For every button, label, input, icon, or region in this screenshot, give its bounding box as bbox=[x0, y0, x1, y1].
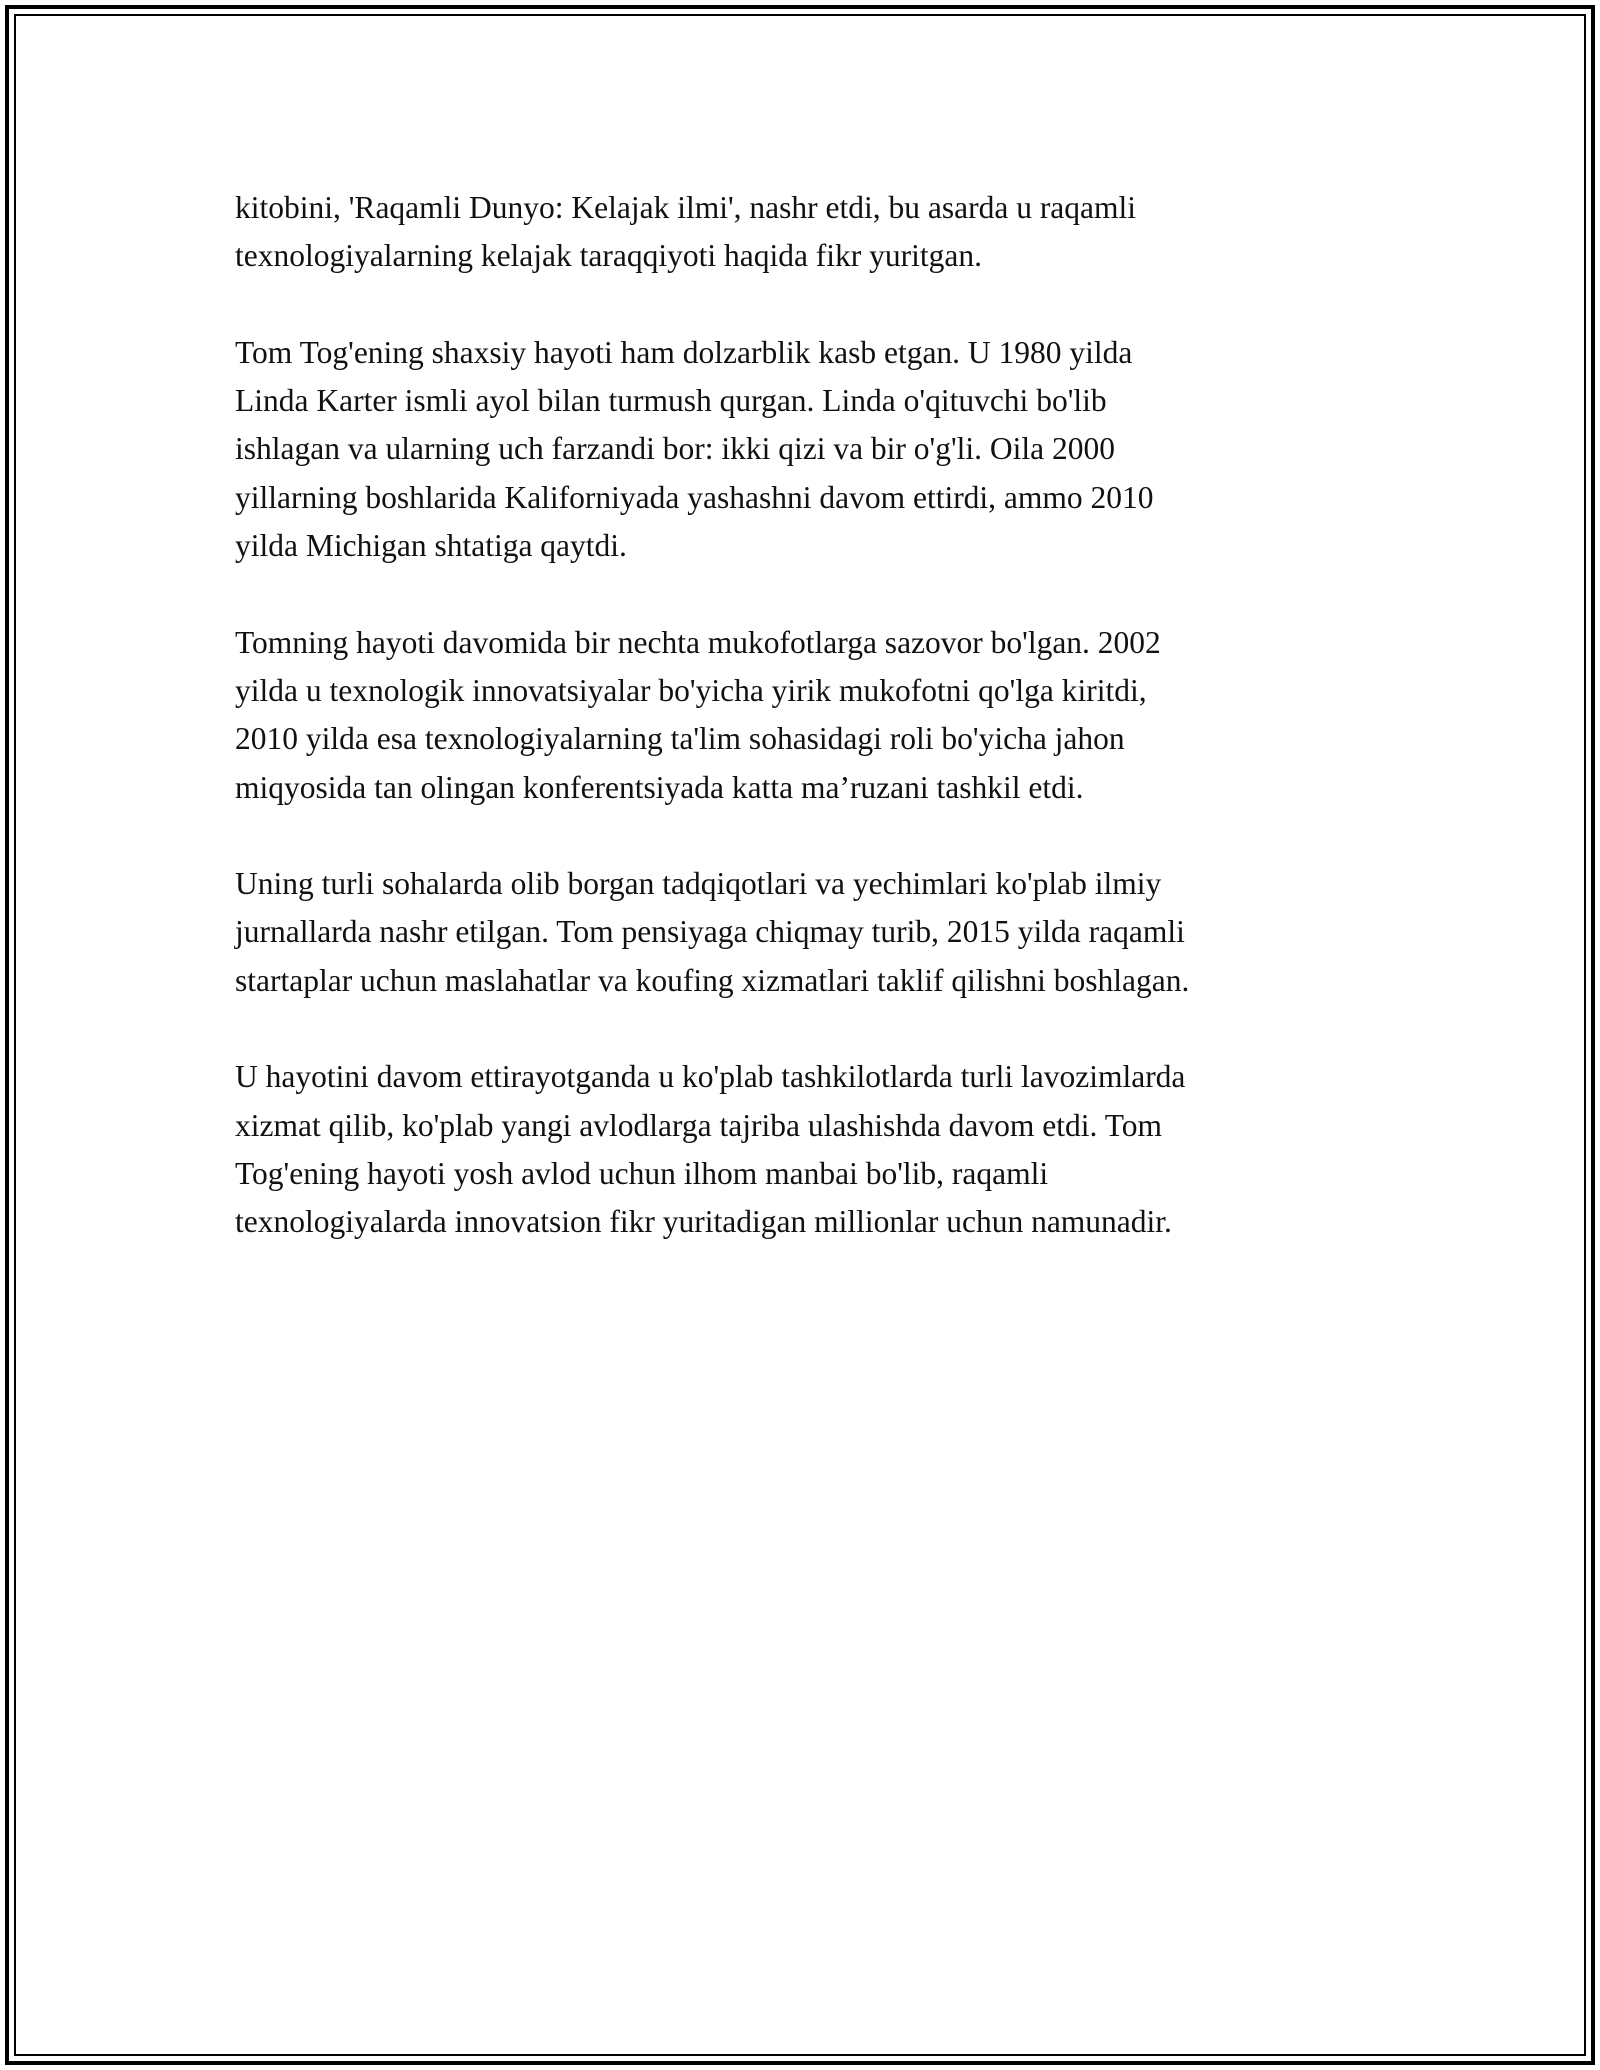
text-line: Tomning hayoti davomida bir nechta mukofotlarga sazovor bo'lgan. 2002 bbox=[235, 624, 1161, 660]
text-line: U hayotini davom ettirayotganda u ko'plab tashkilotlarda turli lavozimlarda bbox=[235, 1059, 1186, 1095]
paragraph-awards bbox=[235, 619, 1375, 812]
text-line: Uning turli sohalarda olib borgan tadqiqotlari va yechimlari ko'plab ilmiy bbox=[235, 866, 1162, 902]
paragraph-legacy bbox=[235, 1053, 1375, 1246]
text-line: texnologiyalarning kelajak taraqqiyoti haqida fikr yuritgan. bbox=[235, 238, 983, 274]
text-line: startaplar uchun maslahatlar va koufing xizmatlari taklif qilishni boshlagan. bbox=[235, 962, 1190, 998]
paragraph-research bbox=[235, 860, 1375, 1005]
text-line: Tom Tog'ening shaxsiy hayoti ham dolzarblik kasb etgan. U 1980 yilda bbox=[235, 334, 1133, 370]
text-line: yilda Michigan shtatiga qaytdi. bbox=[235, 528, 627, 564]
text-line: jurnallarda nashr etilgan. Tom pensiyaga chiqmay turib, 2015 yilda raqamli bbox=[235, 914, 1185, 950]
text-line: 2010 yilda esa texnologiyalarning ta'lim sohasidagi roli bo'yicha jahon bbox=[235, 721, 1125, 757]
text-line: xizmat qilib, ko'plab yangi avlodlarga tajriba ulashishda davom etdi. Tom bbox=[235, 1107, 1162, 1143]
text-line: yilda u texnologik innovatsiyalar bo'yicha yirik mukofotni qo'lga kiritdi, bbox=[235, 672, 1147, 708]
text-line: Linda Karter ismli ayol bilan turmush qurgan. Linda o'qituvchi bo'lib bbox=[235, 383, 1107, 419]
text-line: kitobini, 'Raqamli Dunyo: Kelajak ilmi', nashr etdi, bu asarda u raqamli bbox=[235, 190, 1137, 225]
text-line: yillarning boshlarida Kaliforniyada yashashni davom ettirdi, ammo 2010 bbox=[235, 479, 1154, 515]
text-line: texnologiyalarda innovatsion fikr yuritadigan millionlar uchun namunadir. bbox=[235, 1204, 1172, 1240]
paragraph-book-publication bbox=[235, 184, 1375, 281]
paragraph-personal-life bbox=[235, 329, 1375, 570]
text-line: ishlagan va ularning uch farzandi bor: ikki qizi va bir o'g'li. Oila 2000 bbox=[235, 431, 1116, 467]
text-line: Tog'ening hayoti yosh avlod uchun ilhom manbai bo'lib, raqamli bbox=[235, 1155, 1049, 1191]
text-line: miqyosida tan olingan konferentsiyada katta ma’ruzani tashkil etdi. bbox=[235, 769, 1084, 805]
document-body bbox=[235, 184, 1375, 1295]
